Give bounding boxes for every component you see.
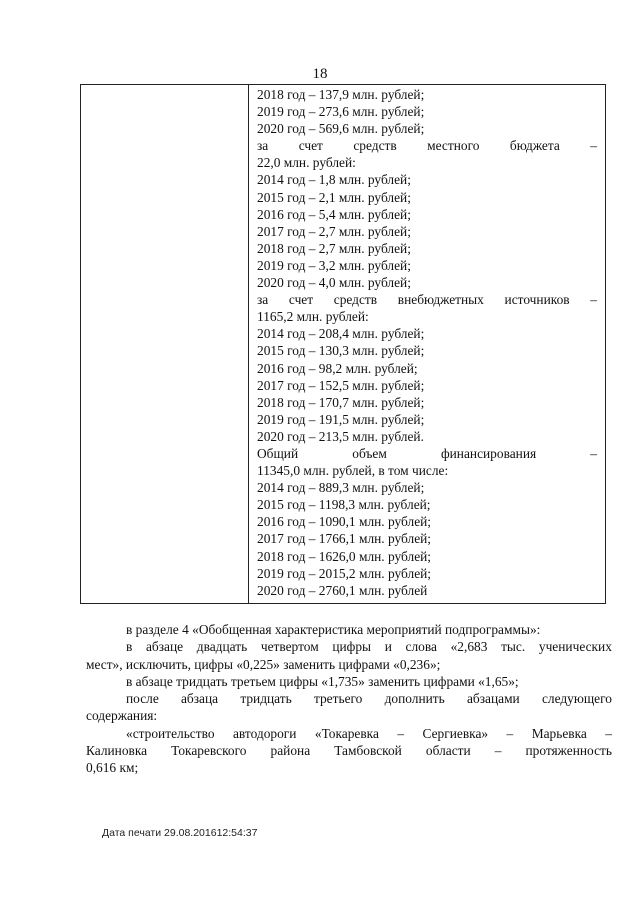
- paragraph: в абзаце тридцать третьем цифры «1,735» заменить цифрами «1,65»;: [126, 673, 519, 689]
- local-budget-total: 22,0 млн. рублей:: [257, 155, 356, 171]
- paragraph-line: 0,616 км;: [86, 760, 139, 776]
- paragraph-line: мест», исключить, цифры «0,225» заменить цифрами «0,236»;: [86, 656, 441, 672]
- funding-line: 2017 год – 152,5 млн. рублей;: [257, 377, 425, 393]
- funding-line: 2020 год – 213,5 млн. рублей.: [257, 428, 424, 444]
- paragraph-line: после абзаца тридцать третьего дополнить абзацами следующего: [126, 691, 612, 707]
- funding-line: 2014 год – 208,4 млн. рублей;: [257, 326, 425, 342]
- funding-line: 2016 год – 5,4 млн. рублей;: [257, 206, 411, 222]
- amendment-text: [86, 621, 612, 777]
- funding-line: 2019 год – 191,5 млн. рублей;: [257, 411, 425, 427]
- funding-line: 2020 год – 2760,1 млн. рублей: [257, 582, 428, 598]
- total-funding-amount: 11345,0 млн. рублей, в том числе:: [257, 463, 449, 479]
- page-number: 18: [312, 66, 328, 82]
- table-column-divider: [248, 85, 249, 603]
- funding-line: 2020 год – 569,6 млн. рублей;: [257, 121, 425, 137]
- paragraph-line: содержания:: [86, 708, 158, 724]
- funding-line: 2015 год – 2,1 млн. рублей;: [257, 189, 411, 205]
- print-date: Дата печати 29.08.201612:54:37: [102, 827, 258, 839]
- funding-line: 2018 год – 2,7 млн. рублей;: [257, 240, 411, 256]
- funding-line: 2016 год – 1090,1 млн. рублей;: [257, 514, 432, 530]
- funding-line: 2015 год – 130,3 млн. рублей;: [257, 343, 425, 359]
- funding-line: 2014 год – 889,3 млн. рублей;: [257, 480, 425, 496]
- funding-line: 2015 год – 1198,3 млн. рублей;: [257, 497, 431, 513]
- funding-line: 2017 год – 2,7 млн. рублей;: [257, 223, 411, 239]
- extra-budget-total: 1165,2 млн. рублей:: [257, 309, 369, 325]
- paragraph-line: в абзаце двадцать четвертом цифры и слова «2,683 тыс. ученических: [126, 639, 612, 655]
- paragraph: в разделе 4 «Обобщенная характеристика мероприятий подпрограммы»:: [126, 622, 541, 637]
- funding-line: 2019 год – 3,2 млн. рублей;: [257, 257, 411, 273]
- paragraph-line: Калиновка Токаревского района Тамбовской области – протяженность: [86, 743, 612, 759]
- funding-table: [80, 84, 606, 604]
- funding-line: 2014 год – 1,8 млн. рублей;: [257, 172, 411, 188]
- funding-line: 2016 год – 98,2 млн. рублей;: [257, 360, 418, 376]
- funding-line: 2020 год – 4,0 млн. рублей;: [257, 275, 411, 291]
- funding-line: 2019 год – 2015,2 млн. рублей;: [257, 565, 432, 581]
- funding-line: 2017 год – 1766,1 млн. рублей;: [257, 531, 432, 547]
- extra-budget-header: за счет средств внебюджетных источников –: [257, 292, 597, 308]
- funding-line: 2018 год – 137,9 млн. рублей;: [257, 87, 425, 102]
- local-budget-header: за счет средств местного бюджета –: [257, 138, 597, 154]
- funding-line: 2018 год – 170,7 млн. рублей;: [257, 394, 425, 410]
- paragraph-line: «строительство автодороги «Токаревка – Сергиевка» – Марьевка –: [126, 725, 612, 741]
- table-right-cell: [257, 86, 597, 599]
- funding-line: 2018 год – 1626,0 млн. рублей;: [257, 548, 432, 564]
- funding-line: 2019 год – 273,6 млн. рублей;: [257, 104, 425, 120]
- total-funding-header: Общий объем финансирования –: [257, 445, 597, 461]
